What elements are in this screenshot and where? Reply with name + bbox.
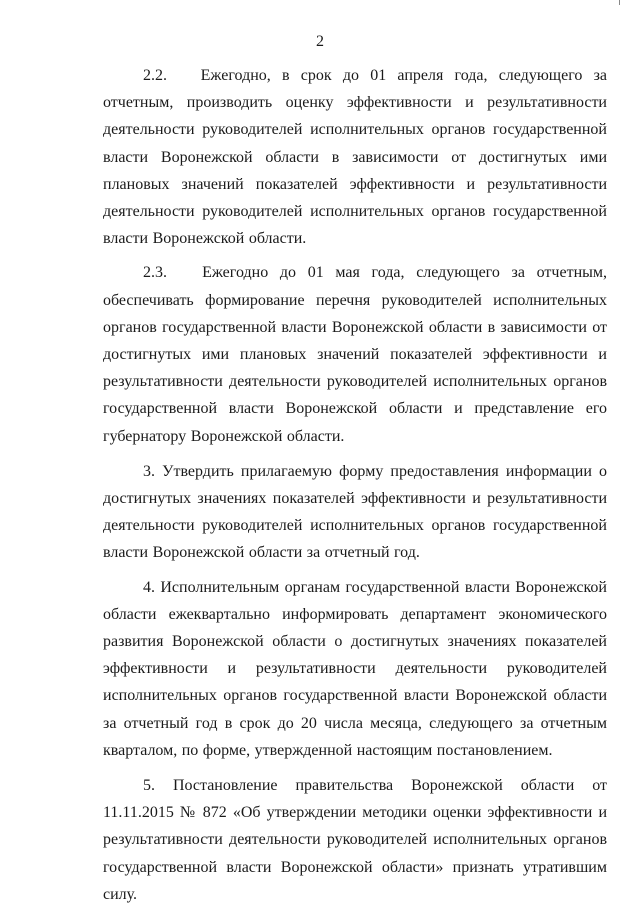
paragraph-number: 2.3.	[143, 264, 167, 282]
page-number: 2	[316, 33, 324, 50]
paragraph-5	[103, 772, 607, 908]
paragraph-text: Постановление правительства Воронежской области от 11.11.2015 № 872 «Об утверждении методики оценки эффективности и результативности деятельности руководителей исполнительных органов государственной власти Воронежской области» признать утратившим силу.	[103, 777, 608, 903]
paragraph-text: Утвердить прилагаемую форму предоставления информации о достигнутых значениях показателей эффективности и результативности деятельности руководителей исполнительных органов государственной власти Воронежской области за отчетный год.	[103, 462, 608, 562]
paragraph-number: 2.2.	[143, 67, 167, 84]
paragraph-2-3	[103, 259, 607, 449]
paragraph-number: 5.	[143, 777, 155, 795]
paragraph-3	[103, 458, 607, 567]
paragraph-number: 4.	[143, 578, 155, 596]
scan-mark	[619, 0, 620, 5]
paragraph-4	[103, 574, 607, 764]
paragraph-text: Ежегодно, в срок до 01 апреля года, следующего за отчетным, производить оценку эффективности и результативности деятельности руководителей исполнительных органов государственной власти Воронежской области в зависимости от достигнутых ими плановых значений показателей эффективности и результативности деятельности руководителей исполнительных органов государственной власти Воронежской области.	[103, 67, 608, 248]
paragraph-text: Ежегодно до 01 мая года, следующего за отчетным, обеспечивать формирование перечня руководителей исполнительных органов государственной власти Воронежской области в зависимости от достигнутых ими плановых значений показателей эффективности и результативности деятельности руководителей исполнительных органов государственной власти Воронежской области и представление его губернатору Воронежской области.	[103, 264, 607, 445]
paragraph-text: Исполнительным органам государственной власти Воронежской области ежеквартально информировать департамент экономического развития Воронежской области о достигнутых значениях показателей эффективности и результативности деятельности руководителей исполнительных органов государственной власти Воронежской области за отчетный год в срок до 20 числа месяца, следующего за отчетным кварталом, по форме, утвержденной настоящим постановлением.	[103, 578, 607, 759]
paragraph-2-2	[103, 62, 607, 252]
paragraph-number: 3.	[143, 462, 155, 480]
document-body	[103, 62, 607, 914]
